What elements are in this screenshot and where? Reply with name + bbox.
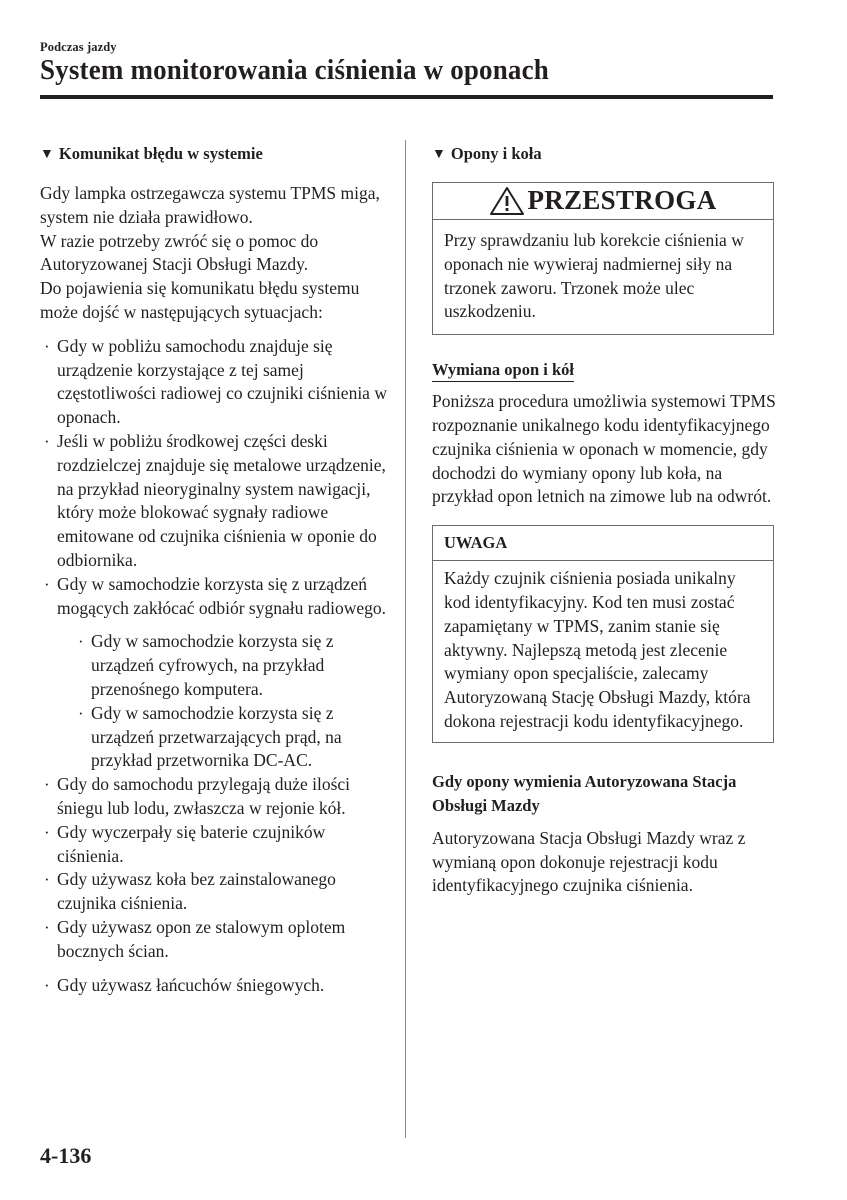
list-item: · Gdy używasz opon ze stalowym oplotem bocznych ścian.: [44, 916, 346, 961]
list-item: · Gdy używasz łańcuchów śniegowych.: [40, 974, 390, 998]
list-item: · Gdy w pobliżu samochodu znajduje się urządzenie korzystające z tej samej częstotliwości radiowej co czujniki ciśnienia w oponach.: [44, 335, 387, 428]
bullet-icon: ·: [44, 431, 50, 451]
bullet-icon: ·: [44, 574, 50, 594]
note-box-header: UWAGA: [433, 526, 773, 561]
triangle-down-icon: ▼: [40, 147, 54, 162]
bullet-icon: ·: [44, 822, 50, 842]
bullet-icon: ·: [44, 975, 50, 995]
heading-text: Opony i koła: [450, 144, 542, 163]
intro-paragraph: W razie potrzeby zwróć się o pomoc do Autoryzowanej Stacji Obsługi Mazdy.: [40, 230, 319, 275]
right-column: [432, 142, 777, 898]
bullet-icon: ·: [78, 632, 84, 652]
caution-title: PRZESTROGA: [527, 185, 717, 216]
intro-paragraph: Gdy lampka ostrzegawcza systemu TPMS miga, system nie działa prawidłowo.: [40, 183, 380, 227]
page-number: 4-136: [40, 1143, 92, 1168]
situations-list: [40, 335, 390, 998]
note-text: Każdy czujnik ciśnienia posiada unikalny kod identyfikacyjny. Kod ten musi zostać zapamiętany w TPMS, zanim stanie się aktywny. Najlepszą metodą jest zlecenie wymiany opon specjaliście, zalecamy Autoryzowaną Stację Obsługi Mazdy, która dokona rejestracji kodu identyfikacyjnego.: [444, 568, 751, 731]
left-column: [40, 142, 390, 997]
triangle-down-icon: ▼: [432, 147, 446, 162]
dealer-change-paragraph: Autoryzowana Stacja Obsługi Mazdy wraz z wymianą opon dokonuje rejestracji kodu identyfikacyjnego czujnika ciśnienia.: [432, 827, 746, 896]
caution-text: Przy sprawdzaniu lub korekcie ciśnienia w oponach nie wywieraj nadmiernej siły na trzonek zaworu. Trzonek może ulec uszkodzeniu.: [444, 230, 744, 322]
sub-list: [57, 630, 390, 773]
title-rule: [40, 95, 773, 99]
bullet-icon: ·: [78, 703, 84, 723]
list-item: · Jeśli w pobliżu środkowej części deski rozdzielczej znajduje się metalowe urządzenie, na przykład nieoryginalny system nawigacji, który może blokować sygnały radiowe emitowane od czujnika ciśnienia w oponie do odbiornika.: [44, 430, 386, 570]
section-heading-error-message: [40, 142, 390, 168]
list-item: · Gdy używasz koła bez zainstalowanego czujnika ciśnienia.: [44, 869, 336, 914]
list-item: · Gdy wyczerpały się baterie czujników ciśnienia.: [44, 821, 326, 866]
sub-list-item: · Gdy w samochodzie korzysta się z urządzeń przetwarzających prąd, na przykład przetwornika DC-AC.: [78, 702, 342, 771]
caution-box: [432, 182, 774, 335]
subsection-heading-dealer-change: Gdy opony wymienia Autoryzowana Stacja Obsługi Mazdy: [432, 771, 737, 815]
list-item: · Gdy w samochodzie korzysta się z urządzeń mogących zakłócać odbiór sygnału radiowego. · Gdy w samochodzie korzysta się z urządzeń cyfrowych, na przykład przenośnego komputera. · Gdy w samochodzie korzysta się z urządzeń przetwarzających prąd, na przykład przetwornika DC-AC.: [40, 573, 390, 773]
subsection-heading-tire-change: Wymiana opon i kół: [432, 359, 574, 382]
bullet-icon: ·: [44, 870, 50, 890]
caution-box-header: [433, 183, 773, 220]
heading-text: Komunikat błędu w systemie: [58, 144, 263, 163]
intro-paragraph: Do pojawienia się komunikatu błędu systemu może dojść w następujących sytuacjach:: [40, 278, 360, 322]
bullet-icon: ·: [44, 917, 50, 937]
bullet-icon: ·: [44, 775, 50, 795]
note-box: [432, 525, 774, 743]
bullet-icon: ·: [44, 336, 50, 356]
section-heading-tires-wheels: [432, 142, 777, 168]
list-item: · Gdy do samochodu przylegają duże ilości śniegu lub lodu, zwłaszcza w rejonie kół.: [44, 774, 351, 818]
column-divider: [405, 140, 406, 1138]
tire-change-paragraph: Poniższa procedura umożliwia systemowi TPMS rozpoznanie unikalnego kodu identyfikacyjnego czujnika ciśnienia w oponach w momencie, gdy dochodzi do wymiany opony lub koła, na przykład opon letnich na zimowe lub na odwrót.: [432, 391, 776, 507]
section-label: Podczas jazdy: [40, 40, 117, 54]
warning-triangle-icon: [489, 186, 525, 216]
page-title: System monitorowania ciśnienia w oponach: [40, 54, 549, 86]
sub-list-item: · Gdy w samochodzie korzysta się z urządzeń cyfrowych, na przykład przenośnego komputera.: [78, 631, 334, 699]
